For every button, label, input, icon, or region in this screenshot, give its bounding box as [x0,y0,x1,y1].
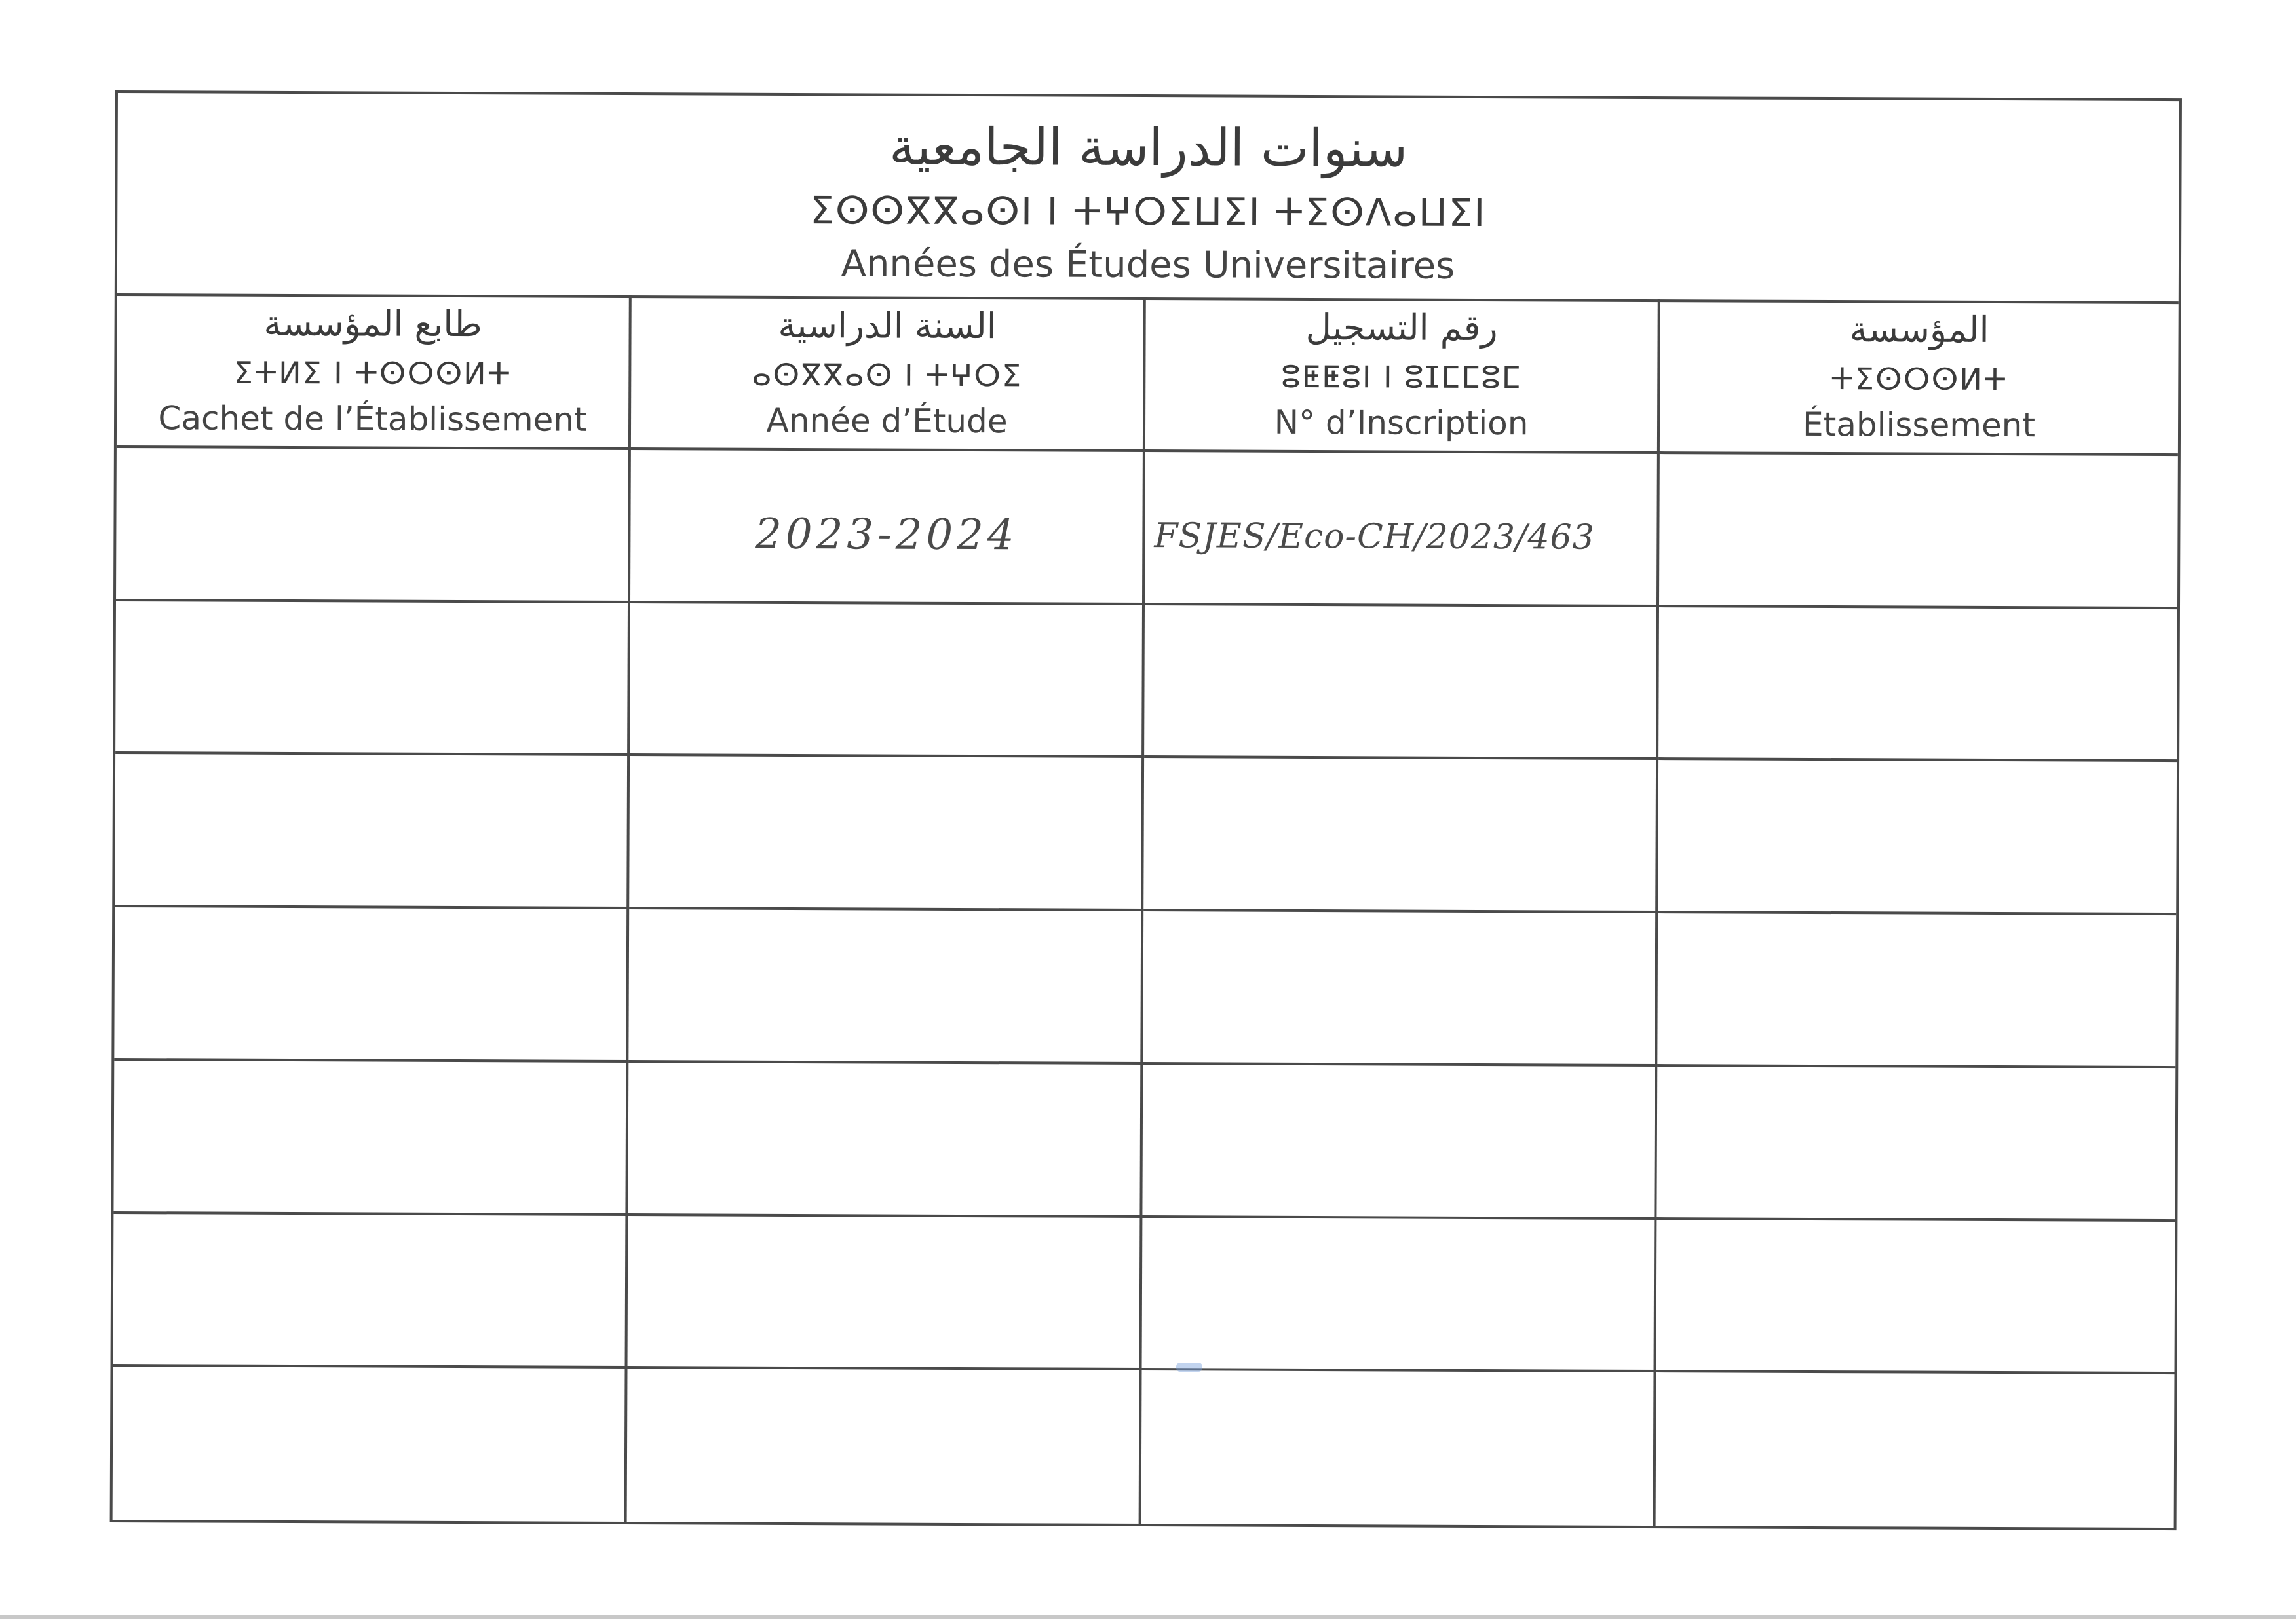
column-header-tifinagh: ⵉⵜⵍⵉ ⵏ ⵜⵙⵔⵙⵍⵜ [233,354,512,392]
table-cell-etablissement [1657,913,2176,1068]
column-header-french: N° d’Inscription [1274,403,1529,443]
handwritten-entry [628,1274,1139,1275]
handwritten-entry [627,1426,1139,1428]
table-cell-etablissement [1656,1067,2175,1222]
handwritten-entry [1141,1428,1653,1430]
table-cell-inscription [1143,758,1658,913]
column-header-arabic: السنة الدراسية [778,304,997,347]
table-cell-cachet [114,907,629,1063]
table-cell-inscription [1142,1065,1657,1220]
handwritten-entry [1143,969,1655,971]
handwritten-entry [1145,663,1656,665]
handwritten-entry [1659,665,2177,667]
table-cell-annee [628,1216,1143,1371]
table-grid [113,293,2179,1528]
column-header-tifinagh: ⵜⵉⵙⵔⵙⵍⵜ [1830,361,2008,398]
handwritten-entry [1658,818,2177,820]
study-years-table [110,90,2182,1530]
handwritten-entry [1656,1430,2174,1432]
handwritten-entry [1660,512,2178,514]
handwritten-entry [1143,1122,1655,1124]
table-cell-inscription [1141,1370,1656,1526]
column-header-cachet [117,293,632,450]
table-cell-annee [627,1369,1142,1524]
table-cell-annee [629,756,1144,911]
title-french: Années des Études Universitaires [841,242,1455,288]
table-cell-cachet [115,601,630,757]
table-cell-cachet [113,1214,628,1369]
handwritten-entry [629,967,1141,969]
column-header-french: Année d’Étude [766,401,1008,441]
handwritten-entry [1656,1277,2175,1279]
column-header-french: Cachet de l’Établissement [158,399,587,439]
table-cell-inscription [1143,911,1658,1067]
handwritten-entry [117,506,628,508]
title-arabic: سنوات الدراسة الجامعية [889,117,1408,179]
table-cell-cachet [115,754,630,909]
handwritten-entry [630,814,1141,816]
table-cell-cachet [113,1367,628,1522]
table-cell-inscription [1144,605,1659,761]
handwritten-entry [116,659,628,661]
ink-speck [1176,1363,1202,1372]
table-cell-cachet [113,1061,628,1216]
table-cell-etablissement [1659,454,2178,609]
title-tifinagh: ⵉⵙⵙⴳⴳⴰⵙⵏ ⵏ ⵜⵖⵔⵉⵡⵉⵏ ⵜⵉⵙⴷⴰⵡⵉⵏ [810,188,1487,236]
table-cell-cachet [116,448,631,603]
column-header-french: Établissement [1802,405,2036,445]
handwritten-entry: FSJES/Eco-CH/2023/463 [1154,516,1595,557]
handwritten-entry [1144,816,1656,818]
column-header-annee [631,295,1146,452]
handwritten-entry [113,1424,624,1426]
table-cell-etablissement [1656,1372,2175,1528]
handwritten-entry: 2023-2024 [755,510,1018,560]
handwritten-entry [114,1118,626,1120]
handwritten-entry [1142,1275,1654,1277]
table-cell-etablissement [1656,1220,2175,1375]
column-header-etablissement [1660,299,2179,456]
table-cell-annee [630,450,1145,605]
handwritten-entry [1658,971,2176,973]
column-header-arabic: رقم التسجيل [1305,306,1498,349]
table-cell-annee [628,909,1143,1065]
handwritten-entry [1657,1124,2175,1126]
handwritten-entry [115,812,627,814]
table-cell-inscription [1145,452,1660,607]
column-header-tifinagh: ⴰⵙⴳⴳⴰⵙ ⵏ ⵜⵖⵔⵉ [752,356,1023,394]
table-cell-etablissement [1658,760,2177,915]
table-cell-annee [628,1063,1143,1218]
handwritten-entry [630,661,1142,663]
handwritten-entry [113,1272,625,1274]
scan-edge-line [0,1615,2296,1619]
handwritten-entry [115,965,626,967]
column-header-arabic: المؤسسة [1849,309,1989,350]
table-title-block [117,93,2179,304]
column-header-inscription [1145,297,1660,454]
column-header-arabic: طابع المؤسسة [263,302,482,345]
column-header-tifinagh: ⵓⵟⵟⵓⵏ ⵏ ⵓⵊⵎⵎⵓⵎ [1281,358,1522,396]
table-cell-annee [630,603,1145,759]
table-cell-inscription [1142,1218,1657,1373]
handwritten-entry [628,1120,1140,1122]
table-cell-etablissement [1658,607,2177,763]
